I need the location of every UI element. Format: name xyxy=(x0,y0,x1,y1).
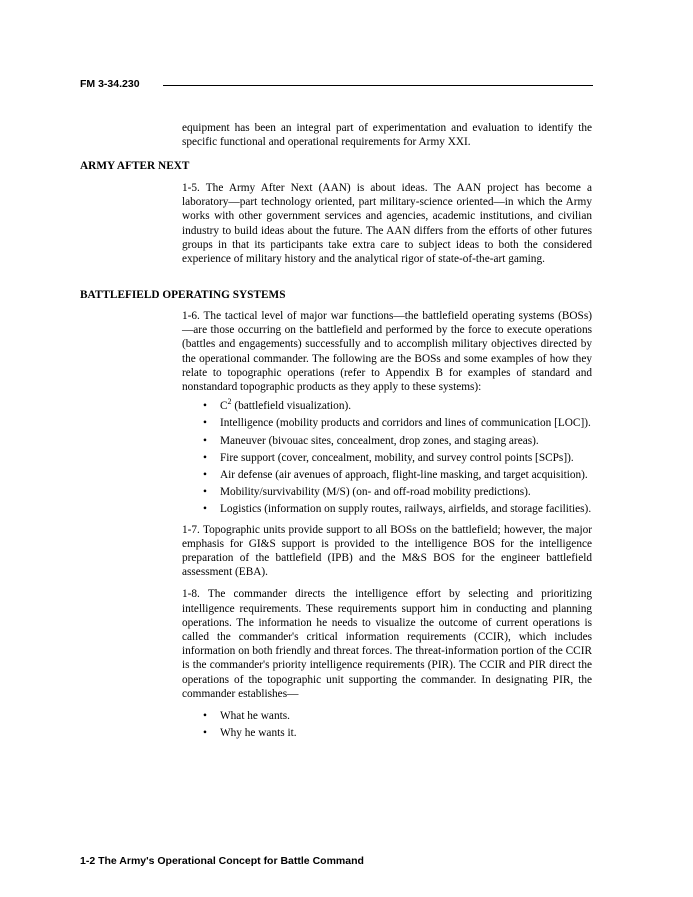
intro-text: equipment has been an integral part of experimentation and evaluation to identify the specific functional and operational requirements for Army XXI. xyxy=(182,122,592,149)
bullet-icon: • xyxy=(203,710,207,723)
heading-battlefield-operating-systems: BATTLEFIELD OPERATING SYSTEMS xyxy=(80,289,286,301)
list-item: • $C^2$ (battlefield visualization). xyxy=(203,397,352,413)
list-item: • Mobility/survivability (M/S) (on- and off-road mobility predictions). xyxy=(203,486,531,499)
paragraph-1-5 xyxy=(182,181,592,266)
paragraph-1-5-text: 1-5. The Army After Next (AAN) is about ideas. The AAN project has become a laboratory—part technology oriented, part military-science oriented—in which the Army works with other government services and agencies, academic institutions, and civilian industry to build ideas about the future. The AAN differs from the efforts of other futures groups in that its participants take extra care to subject ideas to both the considered experience of military history and the analytical rigor of state-of-the-art gaming. xyxy=(182,182,592,266)
heading-army-after-next: ARMY AFTER NEXT xyxy=(80,160,190,172)
paragraph-1-8-text: 1-8. The commander directs the intelligence effort by selecting and prioritizing intelligence requirements. These requirements support him in conducting and planning operations. The information he needs to visualize the outcome of current operations is called the commander's critical information requirements (CCIR), which includes information on both friendly and threat forces. The threat-information portion of the CCIR is the commander's priority intelligence requirements (PIR). The CCIR and PIR direct the operations of the topographic unit supporting the commander. In designating PIR, the commander establishes— xyxy=(182,588,592,700)
bos-list xyxy=(182,399,592,516)
list-item: • Intelligence (mobility products and corridors and lines of communication [LOC]). xyxy=(203,417,591,430)
bos-section-body xyxy=(182,309,592,743)
bullet-icon: • xyxy=(203,727,207,740)
list-item: • Maneuver (bivouac sites, concealment, drop zones, and staging areas). xyxy=(203,434,539,447)
header-rule xyxy=(163,85,593,86)
bullet-icon: • xyxy=(203,486,207,499)
bullet-icon: • xyxy=(203,451,207,464)
list-item: • Why he wants it. xyxy=(203,727,297,740)
pir-list xyxy=(182,709,592,740)
running-footer: 1-2 The Army's Operational Concept for Battle Command xyxy=(80,855,364,867)
bullet-icon: • xyxy=(203,400,207,413)
running-header: FM 3-34.230 xyxy=(80,78,140,90)
list-item: • What he wants. xyxy=(203,710,290,723)
bullet-icon: • xyxy=(203,417,207,430)
list-item: • Logistics (information on supply routes, railways, airfields, and storage facilities). xyxy=(203,503,592,516)
bullet-icon: • xyxy=(203,469,207,482)
paragraph-1-6-text: 1-6. The tactical level of major war functions—the battlefield operating systems (BOSs)—are those occurring on the battlefield and performed by the force to execute operations (battles and engagements) successfully and to accomplish military objectives directed by the operational commander. The following are the BOSs and some examples of how they relate to topographic operations (refer to Appendix B for examples of standard and nonstandard topographic products as they apply to these systems): xyxy=(182,310,592,394)
list-item: • Air defense (air avenues of approach, flight-line masking, and target acquisition). xyxy=(203,469,588,482)
paragraph-1-7-text: 1-7. Topographic units provide support to all BOSs on the battlefield; however, the major emphasis for GI&S support is provided to the intelligence BOS for the intelligence preparation of the battlefield (IPB) and the M&S BOS for the engineer battlefield assessment (EBA). xyxy=(182,523,592,579)
bullet-icon: • xyxy=(203,503,207,516)
bullet-icon: • xyxy=(203,434,207,447)
intro-paragraph xyxy=(182,121,592,149)
list-item: • Fire support (cover, concealment, mobility, and survey control points [SCPs]). xyxy=(203,451,574,464)
